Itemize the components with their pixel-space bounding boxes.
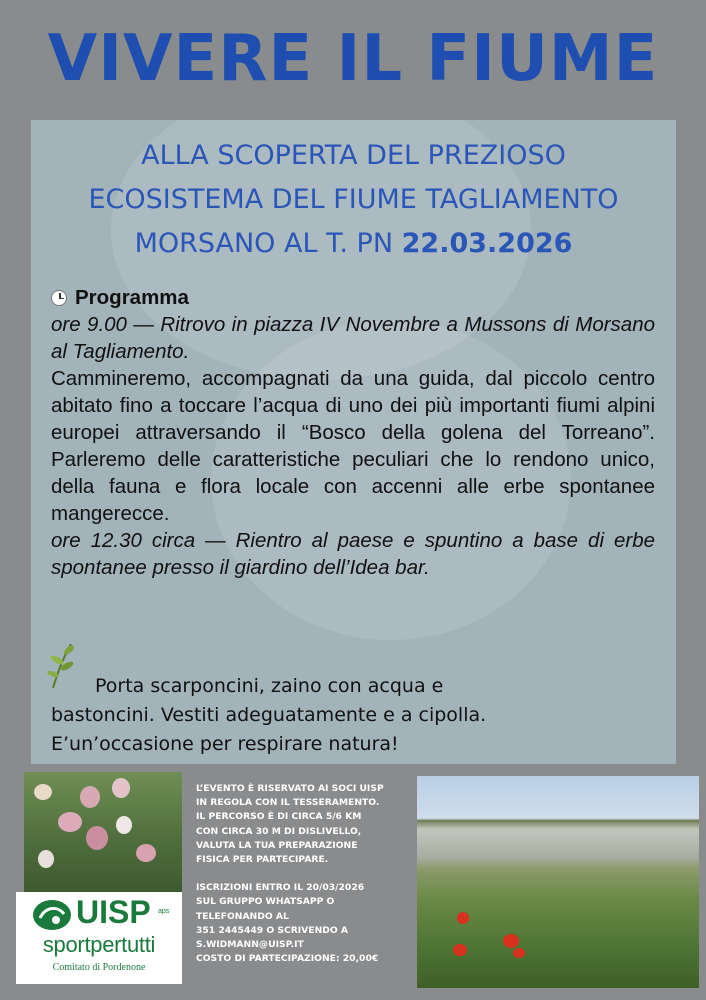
uisp-logo-mark	[32, 898, 72, 932]
event-info	[196, 782, 406, 966]
flower-blossom	[38, 850, 54, 868]
info-line: L’EVENTO È RISERVATO AI SOCI UISP	[196, 783, 384, 794]
info-line: TELEFONANDO AL	[196, 910, 289, 922]
poppy-flower	[503, 934, 519, 948]
river-photo	[417, 776, 699, 988]
clock-icon	[51, 290, 67, 306]
flower-blossom	[86, 826, 108, 850]
uisp-aps: aps	[158, 908, 170, 915]
subtitle-line-1: ALLA SCOPERTA DEL PREZIOSO	[141, 140, 566, 171]
membership-info	[196, 782, 406, 867]
flower-blossom	[34, 784, 52, 800]
flower-blossom	[116, 816, 132, 834]
event-place: MORSANO AL T. PN	[134, 228, 402, 259]
poppy-flower	[453, 944, 467, 956]
event-date: 22.03.2026	[401, 228, 573, 259]
uisp-logo	[16, 892, 182, 984]
info-line: ISCRIZIONI ENTRO IL 20/03/2026	[196, 882, 365, 894]
program-item-2: ore 12.30 circa — Rientro al paese e spuntino a base di erbe spontanee presso il giardino dell’Idea bar.	[51, 529, 655, 579]
tips-line-3: E’un’occasione per respirare natura!	[51, 733, 399, 755]
program-item-1: ore 9.00 — Ritrovo in piazza IV Novembre a Mussons di Morsano al Tagliamento.	[51, 313, 655, 363]
tips-line-1: Porta scarponcini, zaino con acqua e	[95, 675, 444, 697]
subtitle-line-2: ECOSISTEMA DEL FIUME TAGLIAMENTO	[88, 184, 619, 215]
poppy-flower	[513, 948, 525, 958]
info-line: 351 2445449 O SCRIVENDO A	[196, 924, 349, 936]
info-line: SUL GRUPPO WHATSAPP O	[196, 896, 335, 908]
flower-blossom	[112, 778, 130, 798]
program-description: Cammineremo, accompagnati da una guida, dal piccolo centro abitato fino a toccare l’acqua di uno dei più importanti fiumi alpini europei attraversando il “Bosco della golena del Torreano”. Parleremo delle caratteristiche peculiari che lo rendono unico, della fauna e flora locale con accenni alle erbe spontanee mangerecce.	[51, 367, 655, 525]
program-panel	[31, 120, 676, 764]
subtitle-line-3	[31, 222, 676, 266]
uisp-tagline: sportpertutti	[42, 932, 156, 957]
info-line: IL PERCORSO È DI CIRCA 5/6 KM	[196, 811, 362, 823]
program-heading	[51, 284, 655, 311]
registration-info	[196, 881, 406, 966]
program-body	[51, 284, 655, 581]
info-line: IN REGOLA CON IL TESSERAMENTO.	[196, 797, 380, 809]
tips-text	[51, 672, 661, 759]
info-line: COSTO DI PARTECIPAZIONE: 20,00€	[196, 953, 379, 965]
flower-blossom	[58, 812, 82, 832]
poppy-flower	[457, 912, 469, 924]
uisp-name: UISP	[76, 894, 151, 930]
flower-blossom	[136, 844, 156, 862]
tips-line-2: bastoncini. Vestiti adeguatamente e a cipolla.	[51, 704, 487, 726]
uisp-committee: Comitato di Pordenone	[52, 962, 146, 973]
flower-blossom	[80, 786, 100, 808]
poster-title: VIVERE IL FIUME	[47, 22, 659, 96]
info-line: CON CIRCA 30 M DI DISLIVELLO,	[196, 825, 362, 837]
info-line: VALUTA LA TUA PREPARAZIONE	[196, 839, 358, 851]
info-line: FISICA PER PARTECIPARE.	[196, 854, 329, 866]
flower-photo	[24, 772, 182, 894]
info-line: S.WIDMANN@UISP.IT	[196, 939, 304, 951]
program-heading-label: Programma	[75, 286, 189, 309]
event-subtitle	[31, 134, 676, 266]
